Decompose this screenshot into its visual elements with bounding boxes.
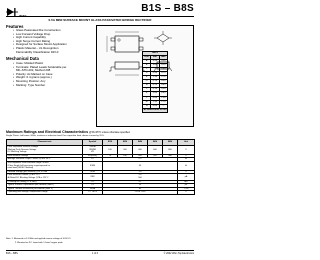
dimension-row: B 3.60 4.10 <box>143 64 168 68</box>
ratings-row: Forward Voltage (per element) @IF = 0.4A VFM 1.0 V <box>7 170 195 174</box>
mechanical-item: MIL-STD-202, Method 208 <box>16 68 51 73</box>
ratings-row: Average Rectified Output Current @TA = 30°C IO 0.5 A <box>7 158 195 162</box>
dimension-row: E 2.30 2.70 <box>143 76 168 80</box>
document-title: B1S – B8S <box>141 3 194 14</box>
dimension-row: C — 2.60 <box>143 68 168 72</box>
ratings-col-header: B4S <box>133 140 148 146</box>
ratings-col-header: Symbol <box>83 140 103 146</box>
ratings-col-header: B1S <box>103 140 118 146</box>
ratings-heading: Maximum Ratings and Electrical Characteristics @TA=25°C unless otherwise specified <box>6 130 130 134</box>
feature-item: • Plastic Material – UL Recognition <box>13 46 59 50</box>
features-heading: Features <box>6 24 24 29</box>
feature-item: Flammability Classification 94V-0 <box>16 49 59 54</box>
document-subtitle: 0.5A MINI SURFACE MOUNT GLASS PASSIVATED BRIDGE RECTIFIER <box>48 18 152 22</box>
logo-text: WTE <box>19 14 27 18</box>
ratings-row: Peak Repetitive Reverse Voltage Working Peak Reverse Voltage DC Blocking Voltage VRRM VRWM VR 100 200 400 600 800 V <box>7 146 195 155</box>
mechanical-item: • Mounting Position: Any <box>13 79 46 83</box>
footer-part-number: B1S – B8S <box>6 252 18 255</box>
ratings-heading-condition: @TA=25°C unless otherwise specified <box>89 131 130 134</box>
ratings-table <box>6 139 195 195</box>
mechanical-item: • Weight: 0.4 grams (approx.) <box>13 75 52 80</box>
mechanical-item: • Marking: Type Number <box>13 82 46 87</box>
dimension-table-caption: MB-S <box>143 52 168 56</box>
dimension-col-header: Max <box>159 56 167 60</box>
ratings-row: Non-Repetitive Peak Forward Surge Current 8.3ms Single half sine-wave superimposed on rated load (JEDEC Method) IFSM 30 A <box>7 161 195 170</box>
ratings-col-header: Unit <box>178 140 195 146</box>
mechanical-item: • Polarity: As Marked on Case <box>13 71 53 76</box>
ratings-col-header: B8S <box>163 140 178 146</box>
dimension-table <box>142 51 168 113</box>
ratings-row: Typical Junction Capacitance per element (Note 1) CJ 13 pF <box>7 184 195 188</box>
ratings-col-header: B6S <box>148 140 163 146</box>
dimension-row: J 0.10 0.30 <box>143 88 168 92</box>
dimension-row: M 1.30 1.70 <box>143 100 168 104</box>
dimension-table-note: All Dimensions in mm <box>143 108 167 111</box>
ratings-col-header: Characteristic <box>7 140 83 146</box>
footer-page-number: 1 of 3 <box>92 252 98 255</box>
mechanical-item: • Terminals: Plated Leads Solderable per <box>13 64 67 69</box>
feature-item: • Glass Passivated Die Construction <box>13 28 61 32</box>
ratings-row: RMS Reverse Voltage VR(RMS) 70 140 280 420 560 V <box>7 154 195 158</box>
footnote-2: 2. Mounted on P.C. board with 1.3mm² copper pads. <box>15 241 64 244</box>
feature-item: • High Current Capability <box>13 35 46 40</box>
ratings-row: Peak Reverse Current @TA = 25°C At Rated DC Blocking Voltage @TA = 125°C IRM 5.0 500 µA <box>7 174 195 180</box>
dimension-row: H 0.25 0.45 <box>143 84 168 88</box>
ratings-row: Typical Thermal Resistance per element (Note 2) RθJA 85 °C/W <box>7 187 195 191</box>
mechanical-heading: Mechanical Data <box>6 56 39 61</box>
footer-copyright: © 2002 Won-Top Electronics <box>163 252 194 255</box>
dimension-row: K 5.80 6.40 <box>143 92 168 96</box>
dimension-col-header: Dim <box>143 56 151 60</box>
mechanical-item: • Case: Molded Plastic <box>13 61 44 65</box>
dimension-row: A 4.50 4.90 <box>143 60 168 64</box>
dimension-row: D 0.40 0.70 <box>143 72 168 76</box>
ratings-row: Operating and Storage Temperature Range TJ, TSTG -55 to +150 °C <box>7 191 195 195</box>
feature-item: • High Surge Current Rating <box>13 38 51 43</box>
dimension-row: N 0.60 — <box>143 104 168 108</box>
dimension-col-header: Min <box>151 56 159 60</box>
ratings-row: I²t Rating for Fusing (t < 8.3ms) I²t 3.7 A²s <box>7 180 195 184</box>
footer-divider <box>6 250 194 251</box>
header-divider <box>6 16 194 17</box>
footnote-1: Note: 1. Measured at 1.0 MHz and applied reverse voltage of 4.0V DC. <box>6 238 72 240</box>
ratings-note: Single Phase, half wave, 60Hz, resistive or inductive load. For capacitive load, derate current by 20%. <box>6 135 105 137</box>
feature-item: • Low Forward Voltage Drop <box>13 31 51 36</box>
dimension-row: G 0.15 0.35 <box>143 80 168 84</box>
dimension-row: L 0.60 1.00 <box>143 96 168 100</box>
feature-item: • Designed for Surface Mount Application <box>13 42 67 47</box>
ratings-col-header: B2S <box>118 140 133 146</box>
